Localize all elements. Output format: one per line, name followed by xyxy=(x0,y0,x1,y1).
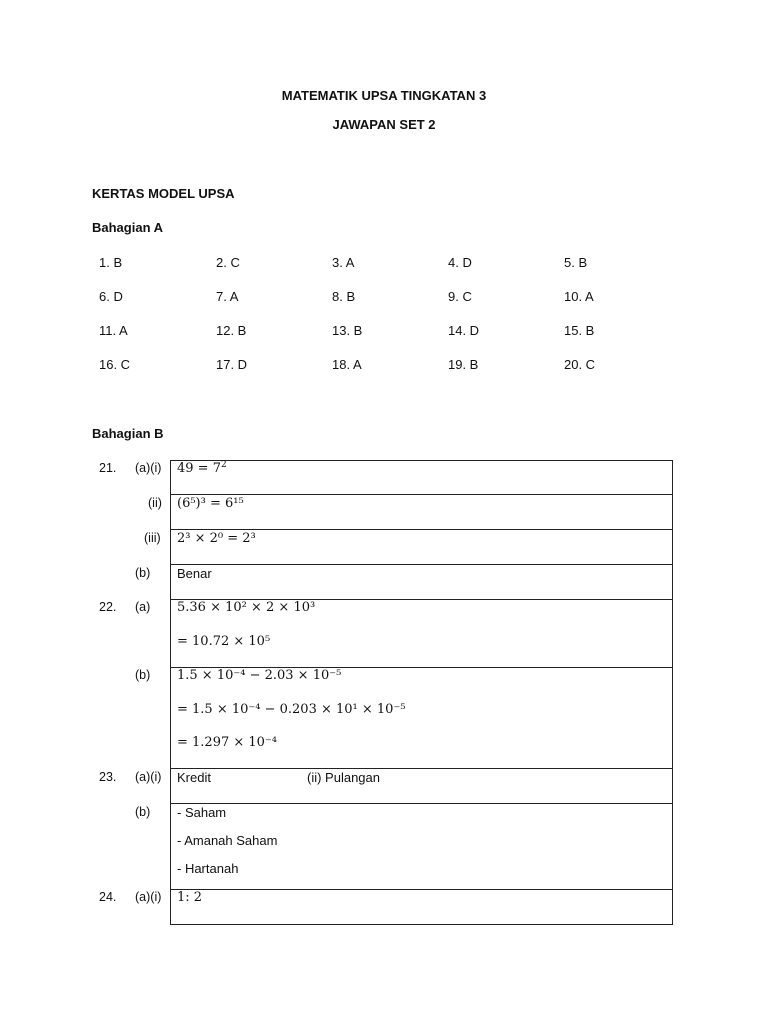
answer-item: 13. B xyxy=(332,323,363,338)
answer-item: 10. A xyxy=(564,289,594,304)
list-item: - Amanah Saham xyxy=(177,833,278,848)
answer-cell-23-a xyxy=(170,768,673,804)
part-label-21-a-ii: (ii) xyxy=(148,496,162,510)
answer-cell-24-a-i xyxy=(170,889,673,925)
question-number-22: 22. xyxy=(99,600,117,614)
answer-item: 15. B xyxy=(564,323,595,338)
part-label-23-a-i: (a)(i) xyxy=(135,770,162,784)
answer-21-a-i: $49 = 7^2$ xyxy=(177,460,227,476)
list-item: - Saham xyxy=(177,805,227,820)
answer-item: 12. B xyxy=(216,323,247,338)
bahagian-a-heading: Bahagian A xyxy=(92,220,164,235)
answer-24-a-i: 1: 2 xyxy=(177,890,203,905)
answer-item: 14. D xyxy=(448,323,480,338)
answer-item: 2. C xyxy=(216,255,240,270)
answer-22-b-line-1: 1.5 × 10⁻⁴ − 2.03 × 10⁻⁵ xyxy=(177,668,342,683)
answer-item: 1. B xyxy=(99,255,123,270)
answer-item: 17. D xyxy=(216,357,248,372)
answer-item: 20. C xyxy=(564,357,596,372)
answer-item: 7. A xyxy=(216,289,239,304)
question-number-21: 21. xyxy=(99,461,117,475)
answer-21-b: Benar xyxy=(177,566,212,581)
answer-item: 3. A xyxy=(332,255,355,270)
answer-item: 11. A xyxy=(99,323,128,338)
answer-21-a-iii: 2³ × 2⁰ = 2³ xyxy=(177,531,256,546)
answer-21-a-ii: (6⁵)³ = 6¹⁵ xyxy=(177,496,244,511)
answer-item: 8. B xyxy=(332,289,356,304)
answer-cell-21-a-i xyxy=(170,460,673,495)
part-label-21-a-iii: (iii) xyxy=(144,531,161,545)
part-label-21-b: (b) xyxy=(135,566,151,580)
answer-cell-21-b xyxy=(170,564,673,600)
answer-item: 9. C xyxy=(448,289,472,304)
question-number-24: 24. xyxy=(99,890,117,904)
document-subtitle: JAWAPAN SET 2 xyxy=(332,117,436,132)
answer-item: 5. B xyxy=(564,255,588,270)
part-label-23-b: (b) xyxy=(135,805,151,819)
answer-22-b-line-2: = 1.5 × 10⁻⁴ − 0.203 × 10¹ × 10⁻⁵ xyxy=(177,702,406,717)
answer-22-a-line-1: 5.36 × 10² × 2 × 10³ xyxy=(177,600,316,615)
answer-item: 16. C xyxy=(99,357,131,372)
bahagian-b-heading: Bahagian B xyxy=(92,426,164,441)
part-label-21-a-i: (a)(i) xyxy=(135,461,162,475)
answer-22-a-line-2: = 10.72 × 10⁵ xyxy=(177,634,271,649)
answer-cell-21-a-ii xyxy=(170,494,673,530)
part-label-22-b: (b) xyxy=(135,668,151,682)
part-label-22-a: (a) xyxy=(135,600,151,614)
answer-item: 19. B xyxy=(448,357,479,372)
answer-item: 18. A xyxy=(332,357,362,372)
section-heading: KERTAS MODEL UPSA xyxy=(92,186,235,201)
part-label-24-a-i: (a)(i) xyxy=(135,890,162,904)
answer-item: 4. D xyxy=(448,255,472,270)
answer-22-b-line-3: = 1.297 × 10⁻⁴ xyxy=(177,735,278,750)
answer-item: 6. D xyxy=(99,289,123,304)
document-title: MATEMATIK UPSA TINGKATAN 3 xyxy=(281,88,487,103)
answer-23-a-ii: (ii) Pulangan xyxy=(307,770,380,785)
list-item: - Hartanah xyxy=(177,861,239,876)
answer-23-a-i: Kredit xyxy=(177,770,211,785)
question-number-23: 23. xyxy=(99,770,117,784)
